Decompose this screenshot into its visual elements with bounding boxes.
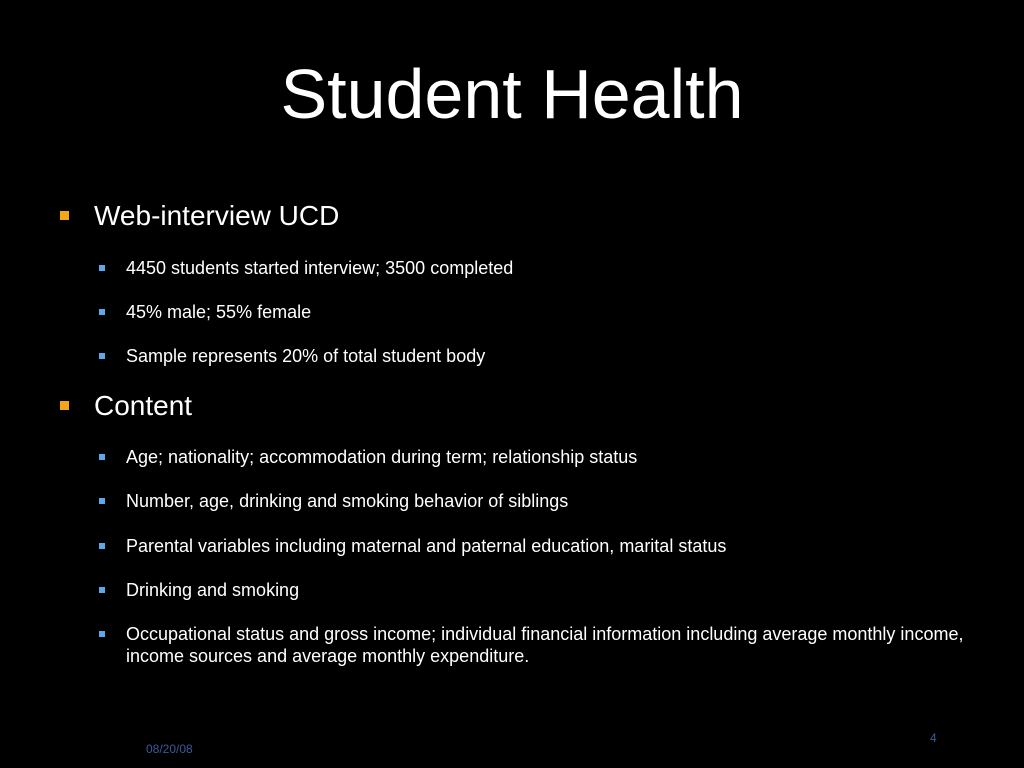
sub-bullet-text: Number, age, drinking and smoking behavior of siblings (126, 491, 569, 511)
square-bullet-icon (99, 265, 105, 271)
square-bullet-icon (60, 211, 69, 220)
square-bullet-icon (99, 454, 105, 460)
square-bullet-icon (99, 587, 105, 593)
sub-bullet-parental-variables (126, 535, 996, 557)
sub-bullet-text: Occupational status and gross income; individual financial information including average monthly income, income sources and average monthly expenditure. (126, 624, 964, 666)
square-bullet-icon (99, 498, 105, 504)
sub-bullet-siblings (126, 490, 996, 512)
sub-bullet-occupation-income (126, 623, 996, 667)
square-bullet-icon (99, 353, 105, 359)
square-bullet-icon (60, 401, 69, 410)
sub-bullet-text: Sample represents 20% of total student body (126, 346, 486, 366)
slide-title: Student Health (280, 55, 744, 133)
square-bullet-icon (99, 631, 105, 637)
square-bullet-icon (99, 543, 105, 549)
sub-bullet-text: Age; nationality; accommodation during term; relationship status (126, 447, 638, 467)
sub-bullet-text: Drinking and smoking (126, 580, 300, 600)
footer-date: 08/20/08 (146, 742, 193, 756)
sub-bullet-text: 45% male; 55% female (126, 302, 312, 322)
sub-bullet-drinking-smoking (126, 579, 996, 601)
sub-bullet-text: Parental variables including maternal and paternal education, marital status (126, 536, 727, 556)
bullet-web-interview (94, 199, 339, 233)
square-bullet-icon (99, 309, 105, 315)
sub-bullet-text: 4450 students started interview; 3500 completed (126, 258, 514, 278)
sub-bullet-started-interview (126, 257, 996, 279)
bullet-text: Web-interview UCD (94, 200, 340, 231)
sub-bullet-gender-split (126, 301, 996, 323)
sub-bullet-demographics (126, 446, 996, 468)
sub-bullet-sample-share (126, 345, 996, 367)
bullet-text: Content (94, 390, 193, 421)
page-number: 4 (930, 731, 937, 745)
bullet-content (94, 389, 192, 423)
